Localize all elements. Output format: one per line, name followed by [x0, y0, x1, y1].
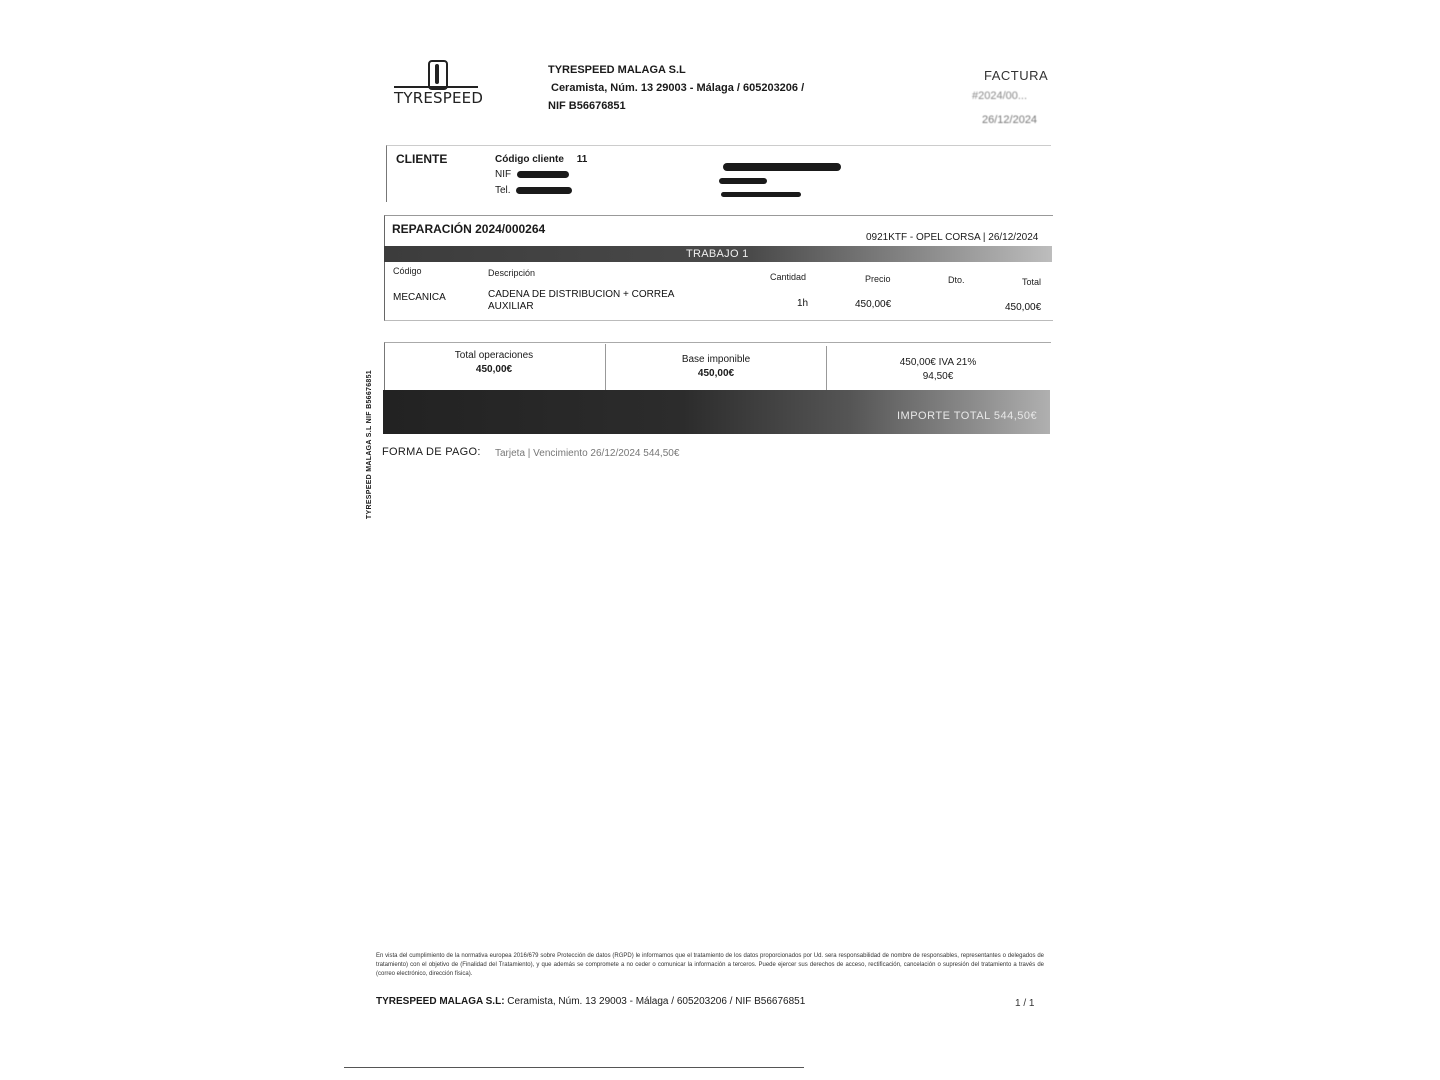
logo-wordmark: TYRESPEED [394, 89, 484, 107]
legal-notice: En vista del cumplimiento de la normativa europea 2016/679 sobre Protección de datos (RGPD) le informamos que el tratamiento de los datos proporcionados por Ud. sera responsabilidad de nombre de responsables, representantes o delegados de tratamiento) con el objetivo de (Finalidad del Tratamiento), y que además se compromete a no ceder o comunicar la información a terceros. Puede ejercer sus derechos de acceso, rectificación, cancelación o supresión del tratamiento a través de (correo electrónico, dirección física). [376, 953, 1044, 977]
taxable-base [616, 354, 816, 379]
footer-company [376, 996, 805, 1007]
company-info [548, 61, 804, 115]
side-company-text: TYRESPEED MALAGA S.L NIF B56676851 [366, 370, 373, 520]
total-operations-value: 450,00€ [475, 364, 513, 375]
row-description [488, 289, 674, 313]
redaction-mark [721, 192, 801, 197]
total-amount: IMPORTE TOTAL 544,50€ [897, 410, 1038, 422]
totals-divider [605, 344, 606, 390]
scan-edge-line [344, 1067, 804, 1068]
col-header-description: Descripción [488, 268, 536, 278]
taxable-base-label: Base imponible [681, 354, 751, 365]
col-header-quantity: Cantidad [770, 272, 807, 282]
iva-value: 94,50€ [922, 371, 954, 382]
row-description-line2: AUXILIAR [488, 301, 534, 312]
client-code-value: 11 [576, 154, 588, 165]
totals-divider [826, 346, 827, 390]
row-price: 450,00€ [855, 299, 892, 310]
col-header-total: Total [1022, 277, 1042, 287]
client-nif-label: NIF [495, 169, 512, 180]
redaction-mark [719, 178, 767, 184]
redaction-mark [516, 187, 572, 194]
payment-value: Tarjeta | Vencimiento 26/12/2024 544,50€ [495, 448, 680, 459]
row-description-line1: CADENA DE DISTRIBUCION + CORREA [488, 289, 675, 300]
logo-underline [394, 86, 478, 88]
client-zip-redacted [718, 186, 801, 204]
repair-title: REPARACIÓN 2024/000264 [392, 222, 546, 236]
taxable-base-value: 450,00€ [697, 368, 735, 379]
client-code [495, 154, 587, 165]
row-code: MECANICA [393, 292, 446, 303]
client-tel [495, 185, 572, 196]
redaction-mark [517, 171, 569, 178]
company-nif: NIF B56676851 [548, 100, 626, 112]
footer-company-name: TYRESPEED MALAGA S.L: [376, 996, 505, 1007]
row-total: 450,00€ [1005, 302, 1042, 313]
client-nif [495, 169, 569, 180]
client-code-label: Código cliente [495, 154, 564, 165]
payment-label: FORMA DE PAGO: [382, 446, 481, 458]
total-operations-label: Total operaciones [454, 350, 534, 361]
company-logo [392, 60, 482, 110]
col-header-code: Código [393, 266, 422, 276]
company-name: TYRESPEED MALAGA S.L [548, 64, 686, 76]
work-title: TRABAJO 1 [686, 248, 749, 260]
page-number: 1 / 1 [1015, 998, 1035, 1009]
invoice-number: #2024/00... [972, 90, 1028, 102]
client-tel-label: Tel. [495, 185, 511, 196]
total-operations [394, 350, 594, 375]
vehicle-info: 0921KTF - OPEL CORSA | 26/12/2024 [866, 232, 1039, 243]
company-address: Ceramista, Núm. 13 29003 - Málaga / 605203206 / [551, 82, 805, 94]
footer-company-details: Ceramista, Núm. 13 29003 - Málaga / 605203206 / NIF B56676851 [504, 996, 806, 1007]
iva-line: 450,00€ IVA 21% [899, 357, 977, 368]
redaction-mark [723, 163, 841, 171]
invoice-date: 26/12/2024 [982, 114, 1038, 126]
col-header-price: Precio [865, 274, 891, 284]
iva-cell [838, 357, 1038, 382]
row-quantity: 1h [797, 298, 809, 309]
col-header-discount: Dto. [948, 275, 965, 285]
client-label: CLIENTE [396, 152, 448, 166]
invoice-title: FACTURA [984, 68, 1049, 83]
